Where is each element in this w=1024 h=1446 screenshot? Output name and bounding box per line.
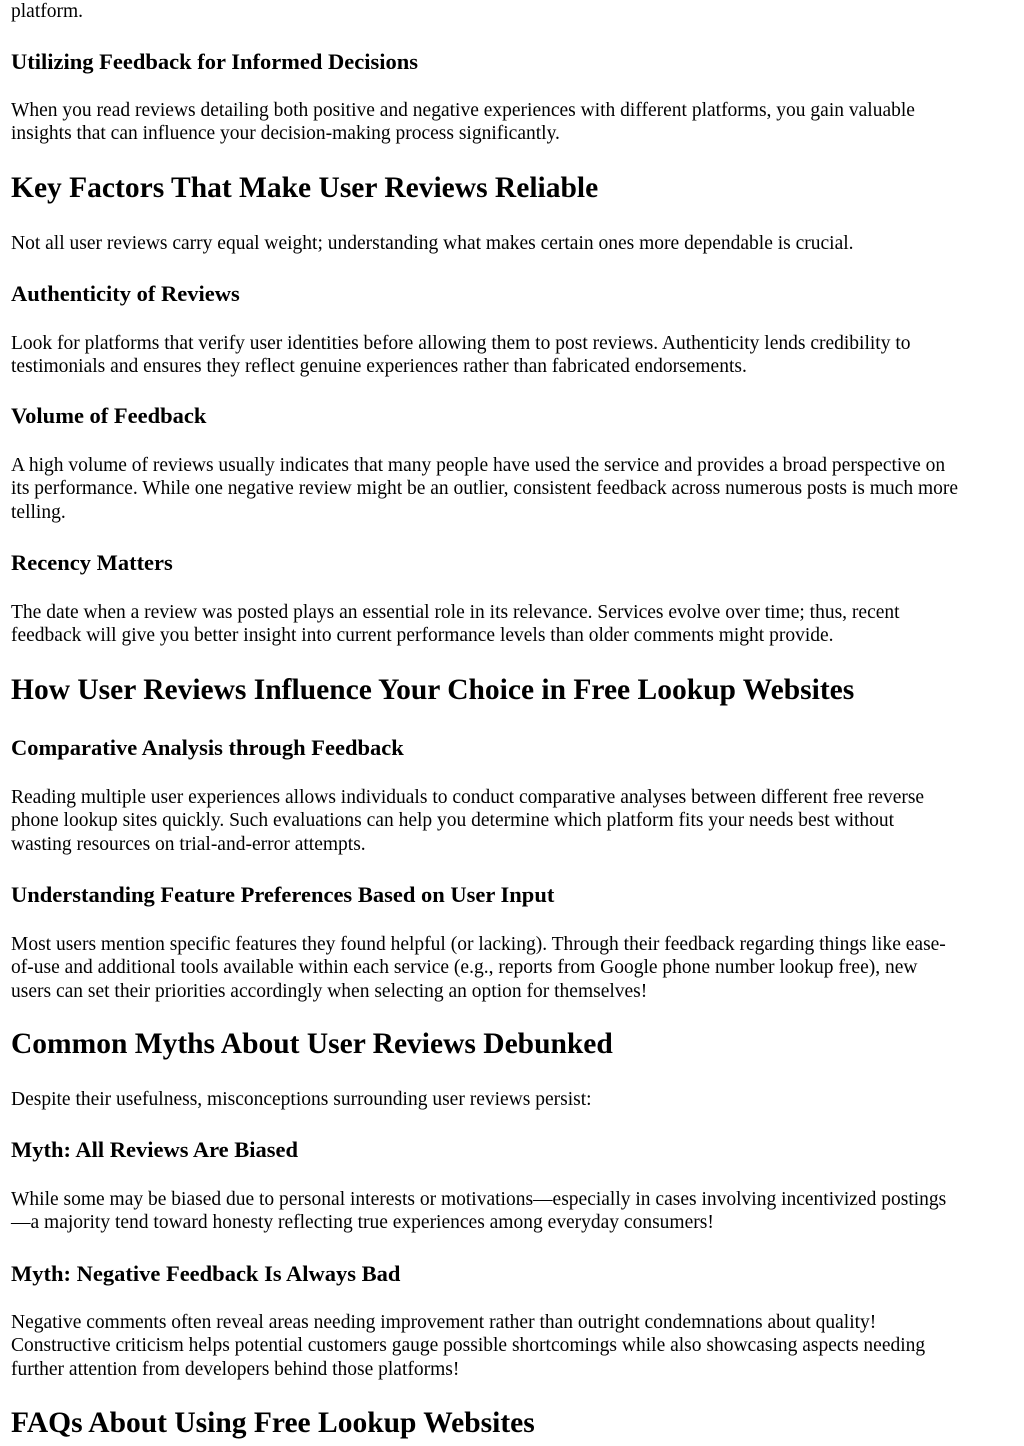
myth-biased-paragraph: While some may be biased due to personal interests or motivations—especially in cases involving incentivized postings —a majority tend toward honesty reflecting true experiences among everyday consumers! [11, 1189, 947, 1234]
myth-negative-paragraph: Negative comments often reveal areas needing improvement rather than outright condemnations about quality! Constructive criticism helps potential customers gauge possible shortcomings while also showcasing aspects needing further attention from developers behind those platforms! [11, 1312, 926, 1380]
volume-heading: Volume of Feedback [11, 403, 207, 428]
recency-paragraph: The date when a review was posted plays an essential role in its relevance. Services evolve over time; thus, recent feedback will give you better insight into current performance levels than older comments might provide. [11, 602, 900, 647]
authenticity-heading: Authenticity of Reviews [11, 281, 240, 306]
feedback-decisions-paragraph: When you read reviews detailing both positive and negative experiences with different platforms, you gain valuable insights that can influence your decision-making process significantly. [11, 100, 915, 145]
volume-paragraph: A high volume of reviews usually indicates that many people have used the service and provides a broad perspective on its performance. While one negative review might be an outlier, consistent feedback across numerous posts is much more telling. [11, 455, 959, 523]
key-factors-intro: Not all user reviews carry equal weight; understanding what makes certain ones more dependable is crucial. [11, 233, 854, 254]
key-factors-heading: Key Factors That Make User Reviews Reliable [11, 172, 599, 204]
myths-heading: Common Myths About User Reviews Debunked [11, 1028, 613, 1060]
feature-prefs-heading: Understanding Feature Preferences Based on User Input [11, 882, 555, 907]
recency-heading: Recency Matters [11, 550, 173, 575]
feedback-decisions-heading: Utilizing Feedback for Informed Decisions [11, 49, 419, 74]
feature-prefs-paragraph: Most users mention specific features they found helpful (or lacking). Through their feedback regarding things like ease- of-use and additional tools available within each service (e.g., reports from Google phone number lookup free), new users can set their priorities accordingly when selecting an option for themselves! [11, 934, 946, 1002]
comparative-paragraph: Reading multiple user experiences allows individuals to conduct comparative analyses between different free reverse phone lookup sites quickly. Such evaluations can help you determine which platform fits your needs best without wasting resources on trial-and-error attempts. [11, 787, 925, 855]
authenticity-paragraph: Look for platforms that verify user identities before allowing them to post reviews. Authenticity lends credibility to testimonials and ensures they reflect genuine experiences rather than fabricated endorsements. [11, 333, 911, 378]
influence-heading: How User Reviews Influence Your Choice in Free Lookup Websites [11, 674, 855, 706]
faqs-heading: FAQs About Using Free Lookup Websites [11, 1407, 535, 1439]
myth-biased-heading: Myth: All Reviews Are Biased [11, 1137, 299, 1162]
intro-tail-paragraph: platform. [11, 1, 84, 22]
myth-negative-heading: Myth: Negative Feedback Is Always Bad [11, 1261, 401, 1286]
myths-intro: Despite their usefulness, misconceptions surrounding user reviews persist: [11, 1089, 592, 1110]
comparative-heading: Comparative Analysis through Feedback [11, 735, 404, 760]
